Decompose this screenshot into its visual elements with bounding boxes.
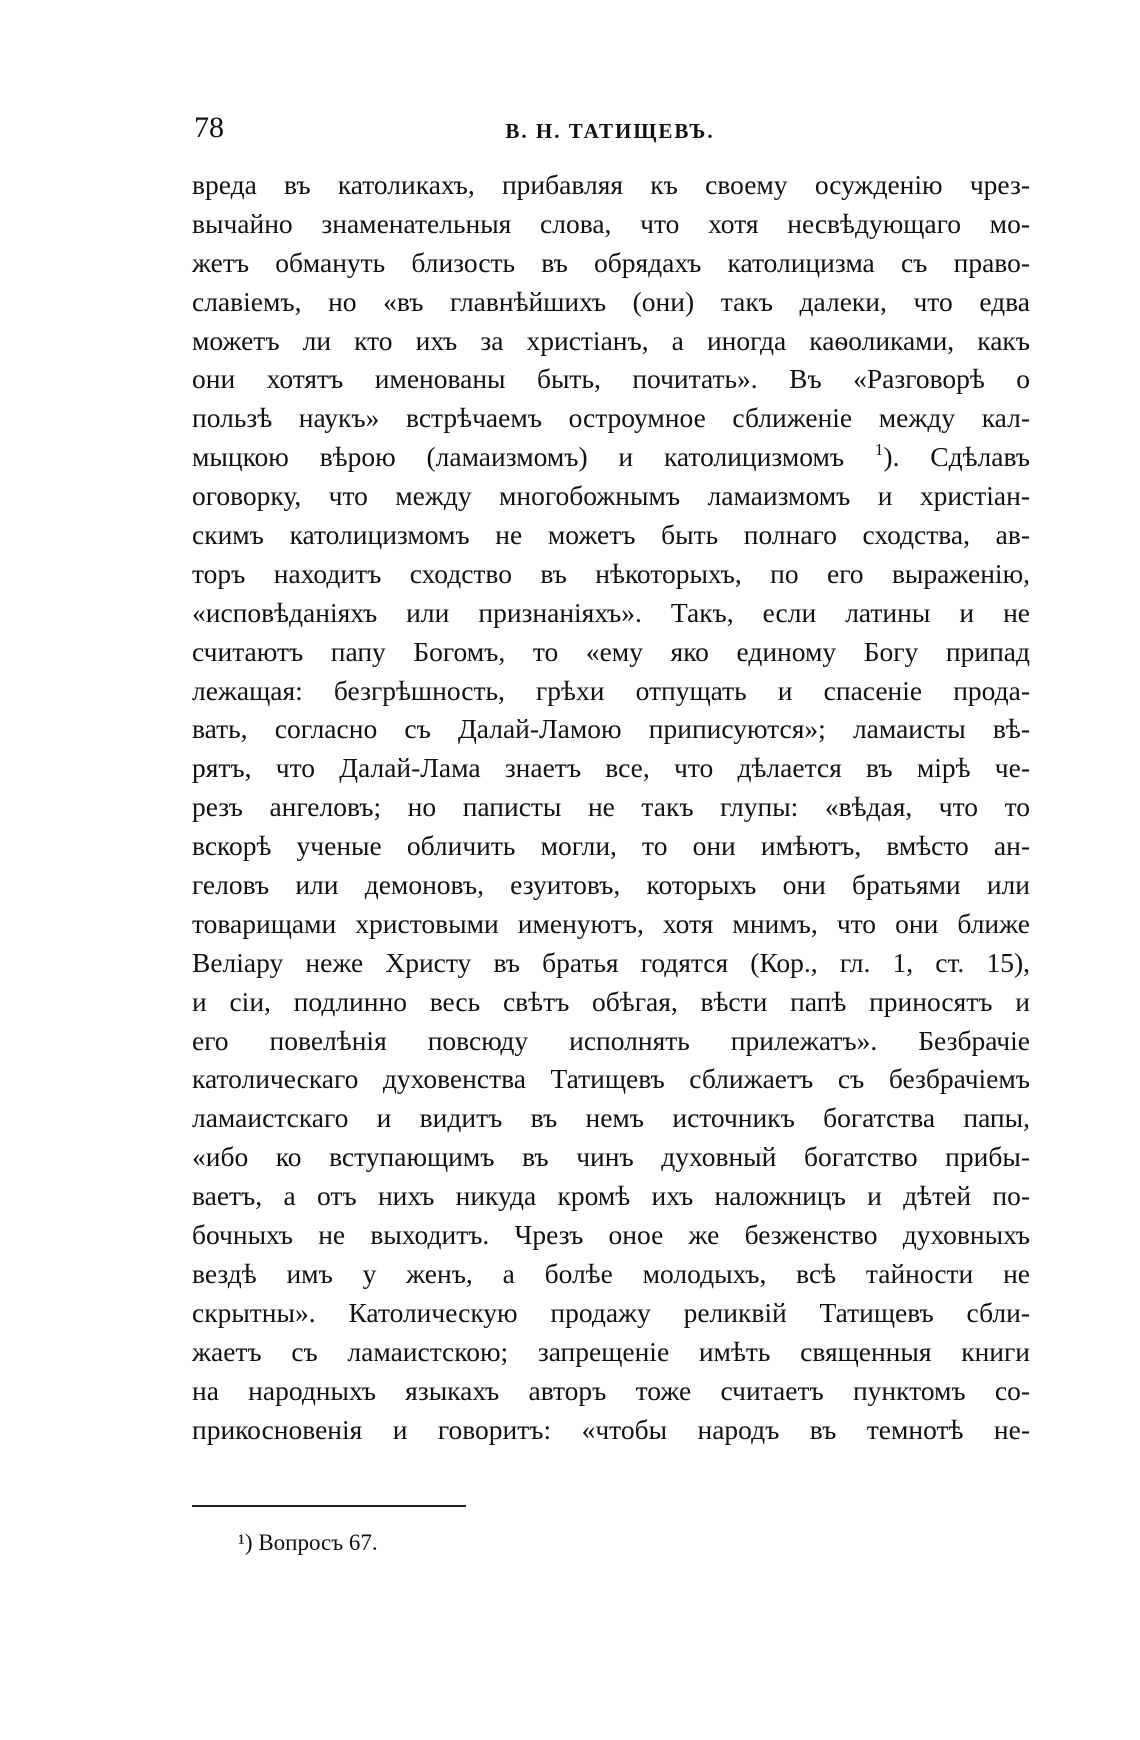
page-header [190, 108, 1030, 152]
text-line: считаютъ папу Богомъ, то «ему яко единому Богу припад [192, 635, 1030, 667]
text-line: можетъ ли кто ихъ за христіанъ, а иногда каѳоликами, какъ [192, 324, 1030, 356]
text-line: «ибо ко вступающимъ въ чинъ духовный богатство прибы- [192, 1141, 1030, 1173]
text-line: геловъ или демоновъ, езуитовъ, которыхъ они братьями или [192, 869, 1030, 901]
text-line: его повелѣнія повсюду исполнять прилежатъ». Безбрачіе [192, 1024, 1030, 1056]
text-line: бочныхъ не выходитъ. Чрезъ оное же безженство духовныхъ [192, 1219, 1030, 1251]
text-line: лежащая: безгрѣшность, грѣхи отпущать и спасеніе прода- [192, 674, 1030, 706]
text-line: вычайно знаменательныя слова, что хотя несвѣдующаго мо- [192, 207, 1030, 239]
text-line: на народныхъ языкахъ авторъ тоже считаетъ пунктомъ со- [192, 1374, 1030, 1406]
page-number: 78 [194, 111, 224, 144]
text-line: славіемъ, но «въ главнѣйшихъ (они) такъ далеки, что едва [192, 285, 1030, 317]
text-line: Веліару неже Христу въ братья годятся (Кор., гл. 1, ст. 15), [192, 946, 1030, 978]
footnote [238, 1527, 378, 1559]
footnote-marker: ¹) [238, 1530, 253, 1555]
text-line: рятъ, что Далай-Лама знаетъ все, что дѣлается въ мірѣ че- [192, 752, 1030, 784]
text-line: торъ находитъ сходство въ нѣкоторыхъ, по его выраженію, [192, 557, 1030, 589]
footnote-text: Вопросъ 67. [258, 1530, 378, 1555]
text-line: резъ ангеловъ; но паписты не такъ глупы: «вѣдая, что то [192, 791, 1030, 823]
text-line: жаетъ съ ламаистскою; запрещеніе имѣть священныя книги [192, 1335, 1030, 1367]
text-line: «исповѣданіяхъ или признаніяхъ». Такъ, если латины и не [192, 596, 1030, 628]
text-line: вреда въ католикахъ, прибавляя къ своему осужденію чрез- [192, 169, 1030, 200]
footnote-divider [192, 1505, 466, 1507]
text-line: товарищами христовыми именуютъ, хотя мнимъ, что они ближе [192, 907, 1030, 939]
text-line: вскорѣ ученые обличить могли, то они имѣютъ, вмѣсто ан- [192, 830, 1030, 862]
body-text [192, 166, 1030, 1449]
text-line: ламаистскаго и видитъ въ немъ источникъ богатства папы, [192, 1102, 1030, 1134]
text-line: скрытны». Католическую продажу реликвій Татищевъ сбли- [192, 1296, 1030, 1328]
footnote-reference[interactable]: 1 [874, 440, 884, 460]
text-line: католическаго духовенства Татищевъ сближаетъ съ безбрачіемъ [192, 1063, 1030, 1095]
text-line: жетъ обмануть близость въ обрядахъ католицизма съ право- [192, 246, 1030, 278]
text-line: вездѣ имъ у женъ, а болѣе молодыхъ, всѣ тайности не [192, 1257, 1030, 1289]
text-line-part: ). Сдѣлавъ [883, 441, 1031, 473]
text-line-with-footnote-ref [192, 438, 1030, 477]
text-line: оговорку, что между многобожнымъ ламаизмомъ и христіан- [192, 480, 1030, 512]
text-line: они хотятъ именованы быть, почитать». Въ «Разговорѣ о [192, 363, 1030, 395]
text-line: пользѣ наукъ» встрѣчаемъ остроумное сближеніе между кал- [192, 402, 1030, 434]
text-line: скимъ католицизмомъ не можетъ быть полнаго сходства, ав- [192, 519, 1030, 551]
text-line: ваетъ, а отъ нихъ никуда кромѣ ихъ наложницъ и дѣтей по- [192, 1180, 1030, 1212]
running-head: В. Н. ТАТИЩЕВЪ. [505, 119, 715, 143]
text-line: прикосновенія и говоритъ: «чтобы народъ въ темнотѣ не- [192, 1413, 1030, 1445]
text-line: и сіи, подлинно весь свѣтъ обѣгая, вѣсти папѣ приносятъ и [192, 985, 1030, 1017]
text-line: вать, согласно съ Далай-Ламою приписуются»; ламаисты вѣ- [192, 713, 1030, 745]
text-line-part: мыцкою вѣрою (ламаизмомъ) и католицизмомъ [192, 441, 845, 473]
